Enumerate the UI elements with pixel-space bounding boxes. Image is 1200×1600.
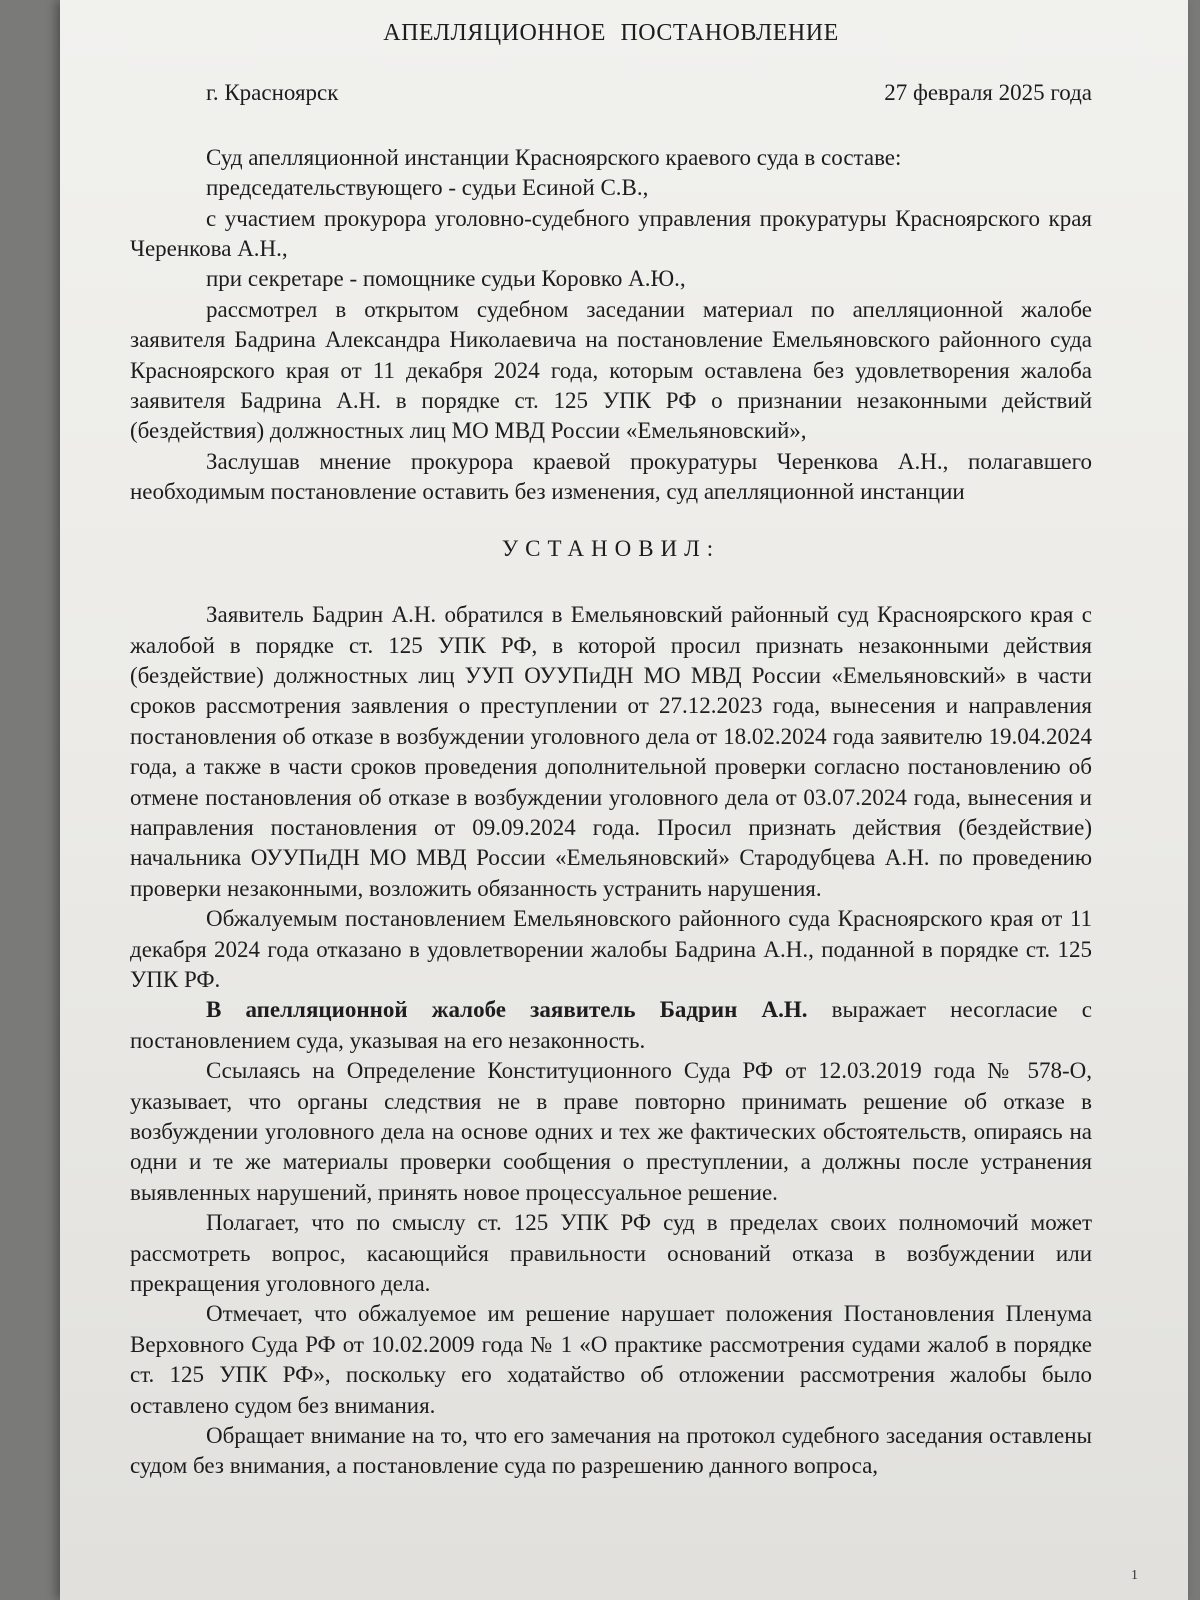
presiding-judge: председательствующего - судьи Есиной С.В., bbox=[206, 175, 649, 201]
paragraph-5: Полагает, что по смыслу ст. 125 УПК РФ суд в пределах своих полномочий может рассмотреть вопрос, касающийся правильности оснований отказа в возбуждении или прекращения уголовного дела. bbox=[130, 1210, 1092, 1297]
appeal-rest: выражает несогласие с постановлением суда, указывая на его незаконность. bbox=[130, 997, 1092, 1053]
document-page bbox=[60, 0, 1188, 1600]
court-composition: Суд апелляционной инстанции Красноярского краевого суда в составе: bbox=[206, 144, 902, 170]
appeal-emphasis: В апелляционной жалобе заявитель Бадрин А.Н. bbox=[206, 997, 808, 1023]
place-date-line bbox=[130, 78, 1092, 108]
document-title: АПЕЛЛЯЦИОННОЕ ПОСТАНОВЛЕНИЕ bbox=[383, 20, 839, 46]
paragraph-1: Заявитель Бадрин А.Н. обратился в Емельяновский районный суд Красноярского края с жалобой в порядке ст. 125 УПК РФ, в которой просил признать незаконными действия (бездействие) должностных лиц УУП ОУУПиДН МО МВД России «Емельяновский» в части сроков рассмотрения заявления о преступлении от 27.12.2023 года, вынесения и направления постановления об отказе в возбуждении уголовного дела от 18.02.2024 года заявителю 19.04.2024 года, а также в части сроков проведения дополнительной проверки согласно постановлению об отмене постановления об отказе в возбуждении уголовного дела от 03.07.2024 года, вынесения и направления постановления от 09.09.2024 года. Просил признать действия (бездействие) начальника ОУУПиДН МО МВД России «Емельяновский» Стародубцева А.Н. по проведению проверки незаконными, возложить обязанность устранить нарушения. bbox=[130, 602, 1092, 901]
page-number: 1 bbox=[1131, 1568, 1138, 1583]
heard-paragraph: Заслушав мнение прокурора краевой прокуратуры Черенкова А.Н., полагавшего необходимым постановление оставить без изменения, суд апелляционной инстанции bbox=[130, 448, 1092, 505]
paragraph-6: Отмечает, что обжалуемое им решение нарушает положения Постановления Пленума Верховного Суда РФ от 10.02.2009 года № 1 «О практике рассмотрения судами жалоб в порядке ст. 125 УПК РФ», поскольку его ходатайство об отложении рассмотрения жалобы было оставлено судом без внимания. bbox=[130, 1301, 1092, 1418]
paragraph-2: Обжалуемым постановлением Емельяновского районного суда Красноярского края от 11 декабря 2024 года отказано в удовлетворении жалобы Бадрина А.Н., поданной в порядке ст. 125 УПК РФ. bbox=[130, 906, 1092, 992]
city: г. Красноярск bbox=[206, 80, 339, 106]
paragraph-4: Ссылаясь на Определение Конституционного Суда РФ от 12.03.2019 года № 578-О, указывает, что органы следствия не в праве повторно принимать решение об отказе в возбуждении уголовного дела на основе одних и тех же фактических обстоятельств, опираясь на одни и те же материалы проверки сообщения о преступлении, а должны после устранения выявленных нарушений, принять новое процессуальное решение. bbox=[130, 1058, 1092, 1205]
secretary: при секретаре - помощнике судьи Коровко А.Ю., bbox=[206, 266, 686, 292]
document-body bbox=[130, 18, 1092, 1482]
paragraph-7: Обращает внимание на то, что его замечания на протокол судебного заседания оставлены судом без внимания, а постановление суда по разрешению данного вопроса, bbox=[130, 1423, 1092, 1479]
prosecutor-participation: с участием прокурора уголовно-судебного управления прокуратуры Красноярского края Черенкова А.Н., bbox=[130, 205, 1092, 262]
paragraph-3 bbox=[130, 995, 1092, 1056]
document-date: 27 февраля 2025 года bbox=[884, 80, 1092, 106]
section-heading: УСТАНОВИЛ: bbox=[501, 535, 721, 561]
considered-paragraph: рассмотрел в открытом судебном заседании материал по апелляционной жалобе заявителя Бадрина Александра Николаевича на постановление Емельяновского районного суда Красноярского края от 11 декабря 2024 года, которым оставлена без удовлетворения жалоба заявителя Бадрина А.Н. в порядке ст. 125 УПК РФ о признании незаконными действий (бездействия) должностных лиц МО МВД России «Емельяновский», bbox=[130, 296, 1092, 444]
